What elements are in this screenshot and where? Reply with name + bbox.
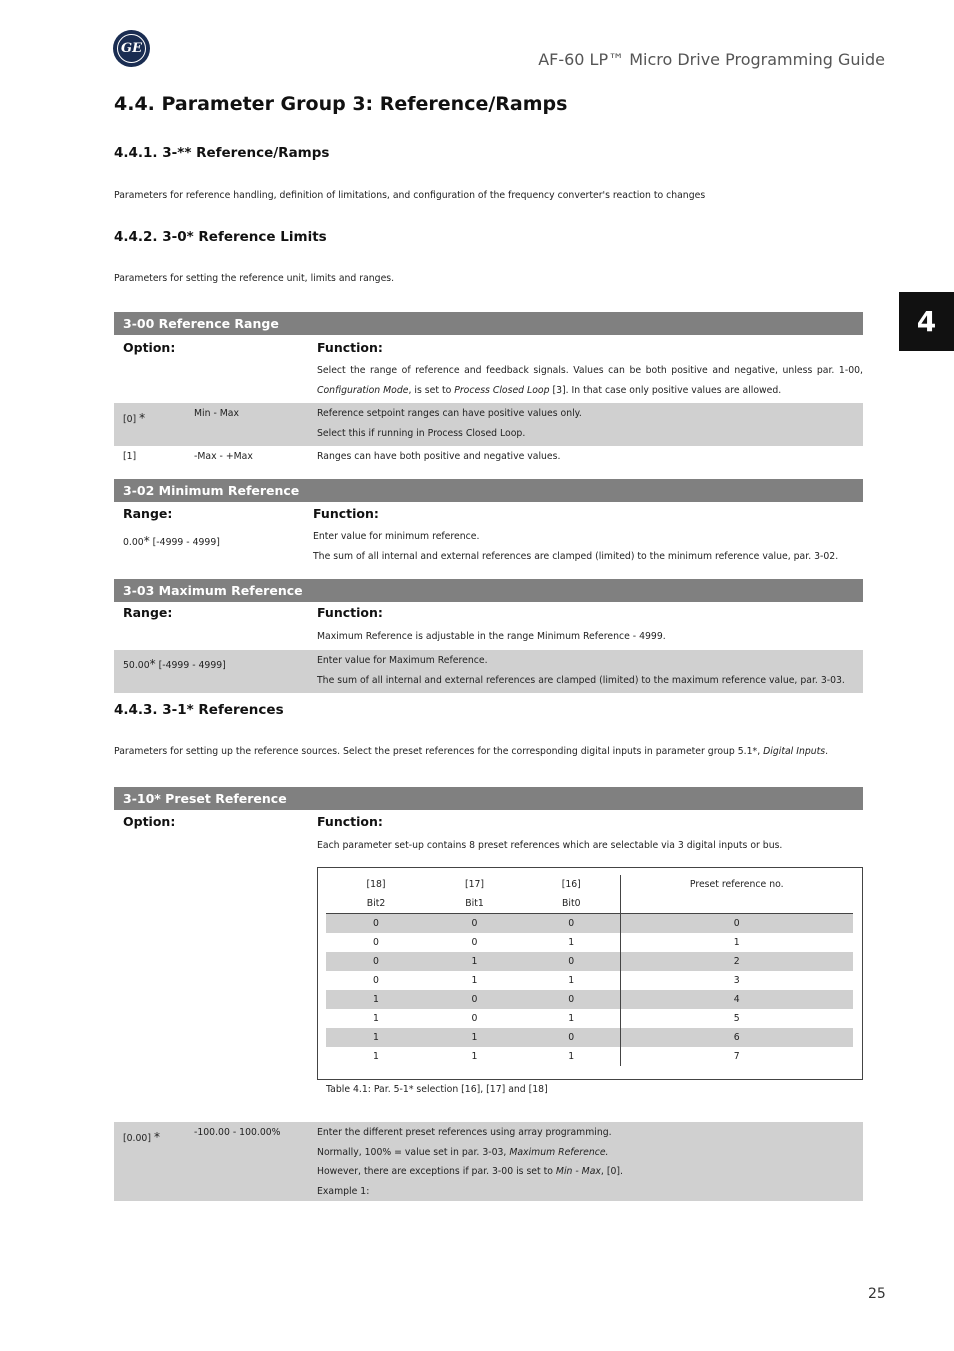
subsection-text-1: Parameters for reference handling, definition of limitations, and configuration of the frequency converter's reaction to changes [114, 190, 706, 201]
table-row [326, 1009, 853, 1028]
table-header-cell: Bit1 [426, 894, 523, 914]
text-emphasis: Min - Max [555, 1166, 601, 1177]
table-caption: Table 4.1: Par. 5-1* selection [16], [17] and [18] [326, 1084, 548, 1095]
range-value: [-4999 - 4999] [152, 537, 220, 548]
param-3-10-function-label: Function: [317, 814, 383, 829]
default-value: [0.00] [123, 1133, 151, 1144]
table-cell: 1 [326, 990, 426, 1009]
param-3-03-header: 3-03 Maximum Reference [114, 579, 863, 602]
table-header-cell: [17] [464, 879, 485, 890]
param-3-03-value-description [317, 651, 845, 690]
default-star: * [153, 1130, 160, 1144]
default-star: * [143, 534, 150, 548]
option-name: Min - Max [194, 408, 239, 419]
param-3-00-header: 3-00 Reference Range [114, 312, 863, 335]
table-cell: 0 [373, 975, 379, 986]
param-3-00-function-label: Function: [317, 340, 383, 355]
default-star: * [149, 657, 156, 671]
desc-text: , is set to [408, 384, 455, 396]
param-3-00-description [317, 361, 863, 400]
table-cell: 1 [326, 1028, 426, 1047]
table-cell: 0 [326, 952, 426, 971]
table-row [326, 952, 853, 971]
desc-line [317, 1143, 623, 1163]
desc-line: Example 1: [317, 1185, 370, 1197]
desc-line: Select this if running in Process Closed Loop. [317, 427, 526, 439]
desc-line: The sum of all internal and external references are clamped (limited) to the minimum reference value, par. 3-02. [313, 550, 839, 562]
desc-line: Enter value for minimum reference. [313, 531, 480, 542]
text: Normally, 100% = value set in par. 3-03, [317, 1146, 510, 1158]
table-cell: 1 [373, 1013, 379, 1024]
table-cell: 1 [523, 933, 620, 952]
table-cell: 0 [523, 990, 620, 1009]
table-cell: 0 [426, 990, 523, 1009]
default-value: 0.00 [123, 537, 144, 548]
text: Parameters for setting up the reference sources. Select the preset references for the corresponding digital inputs in parameter group 5.1*, [114, 746, 764, 757]
text-emphasis: Digital Inputs [763, 746, 826, 757]
desc-text: [3]. In that case only positive values are allowed. [549, 384, 782, 396]
param-3-10-option-label: Option: [123, 814, 176, 829]
table-header-cell: Bit2 [326, 894, 426, 914]
param-3-10-default [123, 1130, 160, 1144]
option-index [123, 411, 145, 425]
option-name: -Max - +Max [194, 451, 253, 462]
table-cell: 1 [523, 971, 620, 990]
table-cell: 0 [471, 1013, 478, 1024]
table-header-row [326, 875, 853, 894]
table-row [326, 933, 853, 952]
chapter-tab: 4 [899, 292, 954, 351]
text-emphasis: Maximum Reference. [509, 1146, 609, 1158]
table-cell: 0 [326, 914, 426, 934]
table-cell: 0 [523, 1028, 620, 1047]
table-header-cell [620, 894, 853, 914]
table-cell: 1 [523, 1009, 620, 1028]
preset-reference-table [326, 875, 853, 1066]
default-star: * [139, 411, 146, 425]
desc-emphasis: Process Closed Loop [454, 384, 550, 396]
desc-emphasis: Configuration Mode [317, 384, 409, 396]
table-cell: 5 [733, 1013, 740, 1024]
page-number: 25 [868, 1286, 886, 1302]
option-description [317, 404, 582, 443]
table-cell: 6 [620, 1028, 853, 1047]
param-3-03-description: Maximum Reference is adjustable in the range Minimum Reference - 4999. [317, 631, 666, 642]
table-cell: 1 [471, 975, 478, 986]
ge-logo [113, 30, 150, 67]
table-cell: 1 [426, 1028, 523, 1047]
desc-text: Select the range of reference and feedback signals. Values can be both positive and negative, unless par. 1-00, [317, 365, 863, 376]
subsection-title-3: 4.4.3. 3-1* References [114, 702, 284, 718]
param-3-02-header: 3-02 Minimum Reference [114, 479, 863, 502]
param-3-10-range: -100.00 - 100.00% [194, 1127, 281, 1138]
table-cell: 0 [373, 937, 379, 948]
default-value: 50.00 [123, 660, 150, 671]
subsection-title-1: 4.4.1. 3-** Reference/Ramps [114, 145, 330, 161]
table-cell: 0 [523, 914, 620, 934]
table-cell: 1 [733, 937, 740, 948]
param-3-02-default [123, 534, 220, 548]
guide-title: AF-60 LP™ Micro Drive Programming Guide [538, 50, 885, 69]
desc-line: Reference setpoint ranges can have positive values only. [317, 408, 582, 419]
param-3-10-value-description [317, 1123, 623, 1201]
table-cell: 0 [426, 914, 523, 934]
table-row [326, 990, 853, 1009]
param-3-00-option-label: Option: [123, 340, 176, 355]
desc-line: The sum of all internal and external references are clamped (limited) to the maximum reference value, par. 3-03. [317, 674, 845, 686]
table-cell: 1 [426, 952, 523, 971]
param-3-03-function-label: Function: [317, 605, 383, 620]
desc-line: Enter value for Maximum Reference. [317, 655, 488, 666]
option-description: Ranges can have both positive and negative values. [317, 451, 561, 462]
table-cell: 0 [471, 937, 478, 948]
range-value: [-4999 - 4999] [158, 660, 226, 671]
desc-line [317, 1162, 623, 1182]
param-3-02-range-label: Range: [123, 506, 173, 521]
table-cell: 7 [733, 1051, 740, 1062]
table-header-cell: [16] [523, 875, 620, 894]
text: , [0]. [600, 1166, 623, 1177]
subsection-title-2: 4.4.2. 3-0* Reference Limits [114, 229, 327, 245]
param-3-03-default [123, 657, 226, 671]
param-3-03-range-label: Range: [123, 605, 173, 620]
option-index-text: [0] [123, 414, 137, 425]
table-cell: 0 [620, 914, 853, 934]
table-header-cell: [18] [366, 879, 386, 890]
text: However, there are exceptions if par. 3-00 is set to [317, 1166, 556, 1177]
desc-line: Enter the different preset references using array programming. [317, 1127, 612, 1138]
param-3-02-function-label: Function: [313, 506, 379, 521]
subsection-text-2: Parameters for setting the reference unit, limits and ranges. [114, 273, 395, 284]
subsection-text-3 [114, 746, 828, 757]
table-cell: 3 [733, 975, 740, 986]
table-row [326, 1047, 853, 1066]
text: . [825, 746, 829, 757]
table-header-cell: Preset reference no. [689, 879, 784, 890]
param-3-10-header: 3-10* Preset Reference [114, 787, 863, 810]
table-cell: 1 [523, 1047, 620, 1066]
ge-logo-text: GE [117, 34, 146, 63]
table-row [326, 914, 853, 934]
table-row [326, 1028, 853, 1047]
table-header-row [326, 894, 853, 914]
table-cell: 0 [523, 952, 620, 971]
section-title: 4.4. Parameter Group 3: Reference/Ramps [114, 93, 568, 115]
table-cell: 1 [373, 1051, 379, 1062]
table-row [326, 971, 853, 990]
table-cell: 1 [471, 1051, 478, 1062]
option-index: [1] [123, 451, 137, 462]
table-header-cell: Bit0 [523, 894, 620, 914]
table-cell: 4 [620, 990, 853, 1009]
table-cell: 2 [620, 952, 853, 971]
param-3-10-description: Each parameter set-up contains 8 preset references which are selectable via 3 digital inputs or bus. [317, 840, 783, 851]
param-3-02-description [313, 527, 838, 566]
